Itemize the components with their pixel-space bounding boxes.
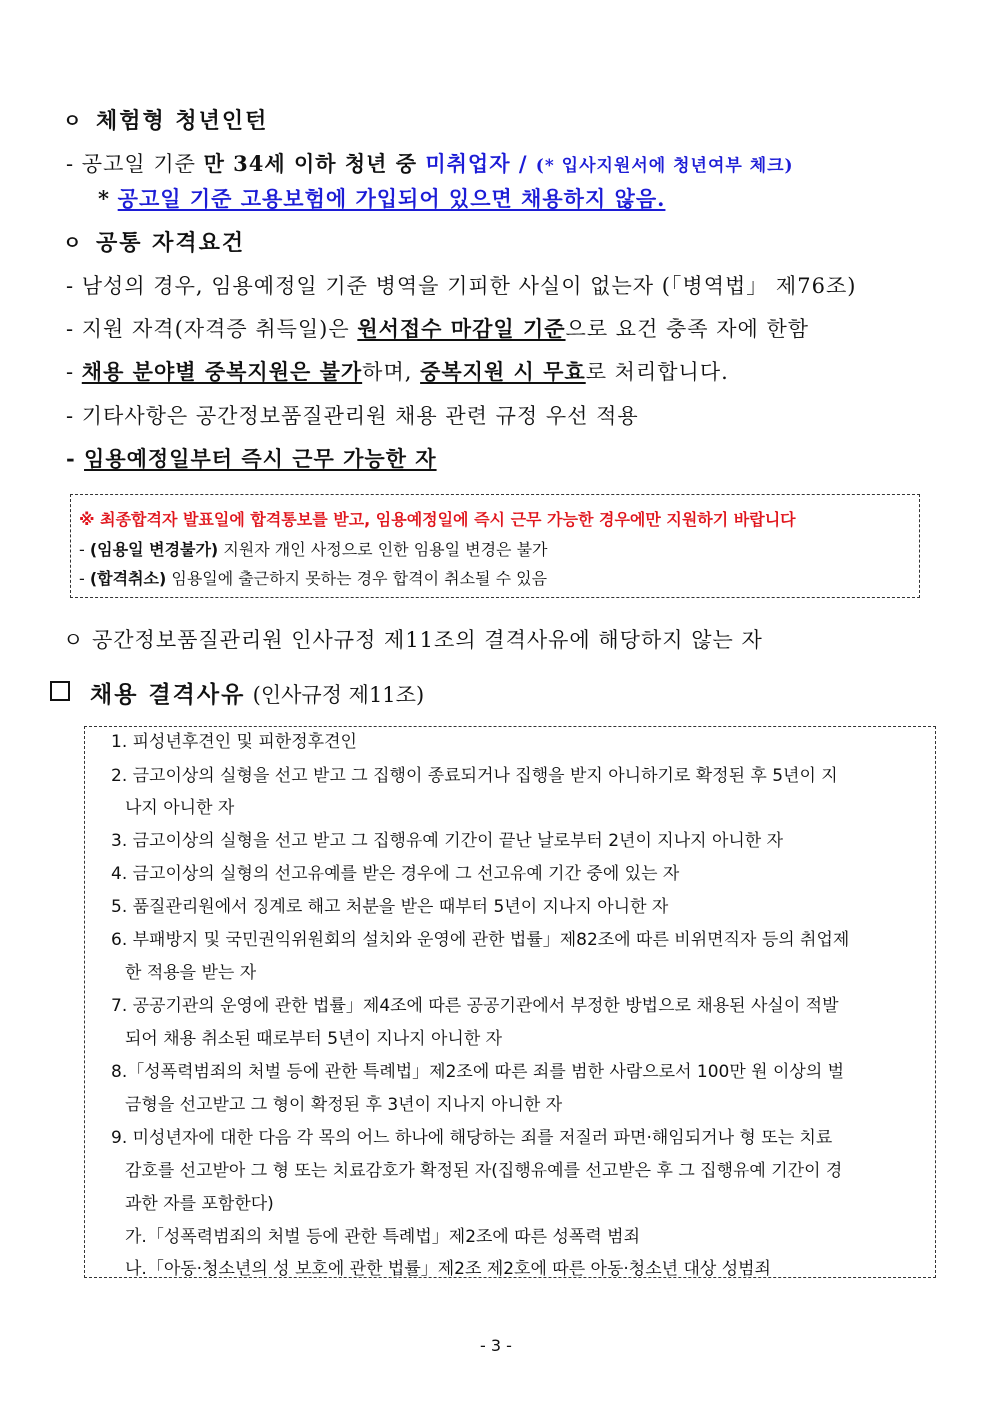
deadline-basis: 원서접수 마감일 기준: [357, 316, 566, 341]
section-heading-common-requirements: 공통 자격요건: [96, 230, 246, 256]
notice-title: ※ 최종합격자 발표일에 합격통보를 받고, 임용예정일에 즉시 근무 가능한 경우에만 지원하기 바랍니다: [79, 510, 796, 529]
requirement-duplicate: [66, 356, 729, 386]
list-item: 9. 미성년자에 대한 다음 각 목의 어느 하나에 해당하는 죄를 저질러 파면·해임되거나 형 또는 치료: [111, 1128, 833, 1148]
notice-text: 지원자 개인 사정으로 인한 임용일 변경은 불가: [218, 540, 548, 559]
list-item: 3. 금고이상의 실형을 선고 받고 그 집행유예 기간이 끝난 날로부터 2년이 지나지 아니한 자: [111, 831, 784, 851]
page-number: - 3 -: [480, 1336, 512, 1355]
insurance-warning: 공고일 기준 고용보험에 가입되어 있으면 채용하지 않음.: [117, 186, 666, 211]
list-item-cont: 되어 채용 취소된 때로부터 5년이 지나지 아니한 자: [125, 1029, 503, 1049]
asterisk: *: [98, 186, 110, 211]
text: - 지원 자격(자격증 취득일)은: [66, 317, 358, 341]
requirement-other: - 기타사항은 공간정보품질관리원 채용 관련 규정 우선 적용: [66, 404, 639, 428]
dash: -: [66, 446, 85, 471]
eligibility-line-age: [66, 148, 794, 178]
list-item: 2. 금고이상의 실형을 선고 받고 그 집행이 종료되거나 집행을 받지 아니하기로 확정된 후 5년이 지: [111, 766, 838, 786]
dash: -: [79, 540, 90, 559]
requirement-qualification: [66, 313, 809, 343]
notice-item-cancel: [79, 566, 547, 589]
duplicate-not-allowed: 채용 분야별 중복지원은 불가: [81, 359, 363, 384]
immediate-work: 임용예정일부터 즉시 근무 가능한 자: [84, 446, 437, 471]
disqualification-heading: [90, 676, 424, 709]
notice-box: [70, 494, 920, 598]
heading-subtitle: (인사규정 제11조): [252, 683, 425, 707]
list-item: 7. 공공기관의 운영에 관한 법률」제4조에 따른 공공기관에서 부정한 방법으로 채용된 사실이 적발: [111, 996, 839, 1016]
text: 하며,: [362, 360, 421, 384]
duplicate-invalid: 중복지원 시 무효: [420, 359, 586, 384]
disqualification-list-box: [84, 726, 936, 1278]
list-item-cont: 한 적용을 받는 자: [125, 963, 257, 983]
checkbox-note: (* 입사지원서에 청년여부 체크): [535, 156, 794, 176]
text: 로 처리합니다.: [585, 360, 729, 384]
bullet-mark: ㅇ: [63, 110, 82, 132]
list-item: 4. 금고이상의 실형의 선고유예를 받은 경우에 그 선고유예 기간 중에 있는 자: [111, 864, 680, 884]
requirement-immediate: [66, 443, 437, 473]
requirement-military: - 남성의 경우, 임용예정일 기준 병역을 기피한 사실이 없는자 (「병역법」 제76조): [66, 274, 857, 298]
list-item-cont: 과한 자를 포함한다): [125, 1194, 274, 1214]
notice-label: (임용일 변경불가): [89, 540, 219, 559]
heading-title: 채용 결격사유: [90, 681, 246, 708]
bullet-mark: ㅇ: [63, 232, 82, 254]
employment-insurance-note: [98, 183, 665, 213]
list-item: 5. 품질관리원에서 징계로 해고 처분을 받은 때부터 5년이 지나지 아니한 자: [111, 897, 669, 917]
text: 으로 요건 충족 자에 한함: [565, 317, 810, 341]
list-item: 8.「성폭력범죄의 처벌 등에 관한 특례법」제2조에 따른 죄를 범한 사람으로서 100만 원 이상의 벌: [111, 1062, 845, 1082]
dash: -: [79, 569, 90, 588]
list-subitem: 나.「아동·청소년의 성 보호에 관한 법률」제2조 제2호에 따른 아동·청소년 대상 성범죄: [125, 1259, 771, 1279]
dash: -: [66, 152, 75, 176]
list-subitem: 가.「성폭력범죄의 처벌 등에 관한 특례법」제2조에 따른 성폭력 범죄: [125, 1227, 641, 1247]
notice-text: 임용일에 출근하지 못하는 경우 합격이 취소될 수 있음: [166, 569, 548, 588]
list-item-cont: 감호를 선고받아 그 형 또는 치료감호가 확정된 자(집행유예를 선고받은 후 그 집행유예 기간이 경: [125, 1161, 843, 1181]
list-item: 6. 부패방지 및 국민권익위원회의 설치와 운영에 관한 법률」제82조에 따른 비위면직자 등의 취업제: [111, 930, 850, 950]
list-item: 1. 피성년후견인 및 피한정후견인: [111, 732, 357, 752]
notice-item-date-change: [79, 537, 548, 560]
section-heading-youth-intern: 체험형 청년인턴: [96, 108, 269, 134]
checkbox-square-icon: [50, 681, 70, 701]
regulation-line: ㅇ 공간정보품질관리원 인사규정 제11조의 결격사유에 해당하지 않는 자: [63, 628, 763, 652]
list-item-cont: 나지 아니한 자: [125, 798, 235, 818]
dash: -: [66, 360, 82, 384]
notice-label: (합격취소): [89, 569, 167, 588]
text: 공고일 기준: [81, 152, 204, 176]
unemployed-condition: 미취업자 /: [425, 151, 536, 176]
list-item-cont: 금형을 선고받고 그 형이 확정된 후 3년이 지나지 아니한 자: [125, 1095, 563, 1115]
age-condition: 만 34세 이하 청년 중: [203, 151, 426, 176]
